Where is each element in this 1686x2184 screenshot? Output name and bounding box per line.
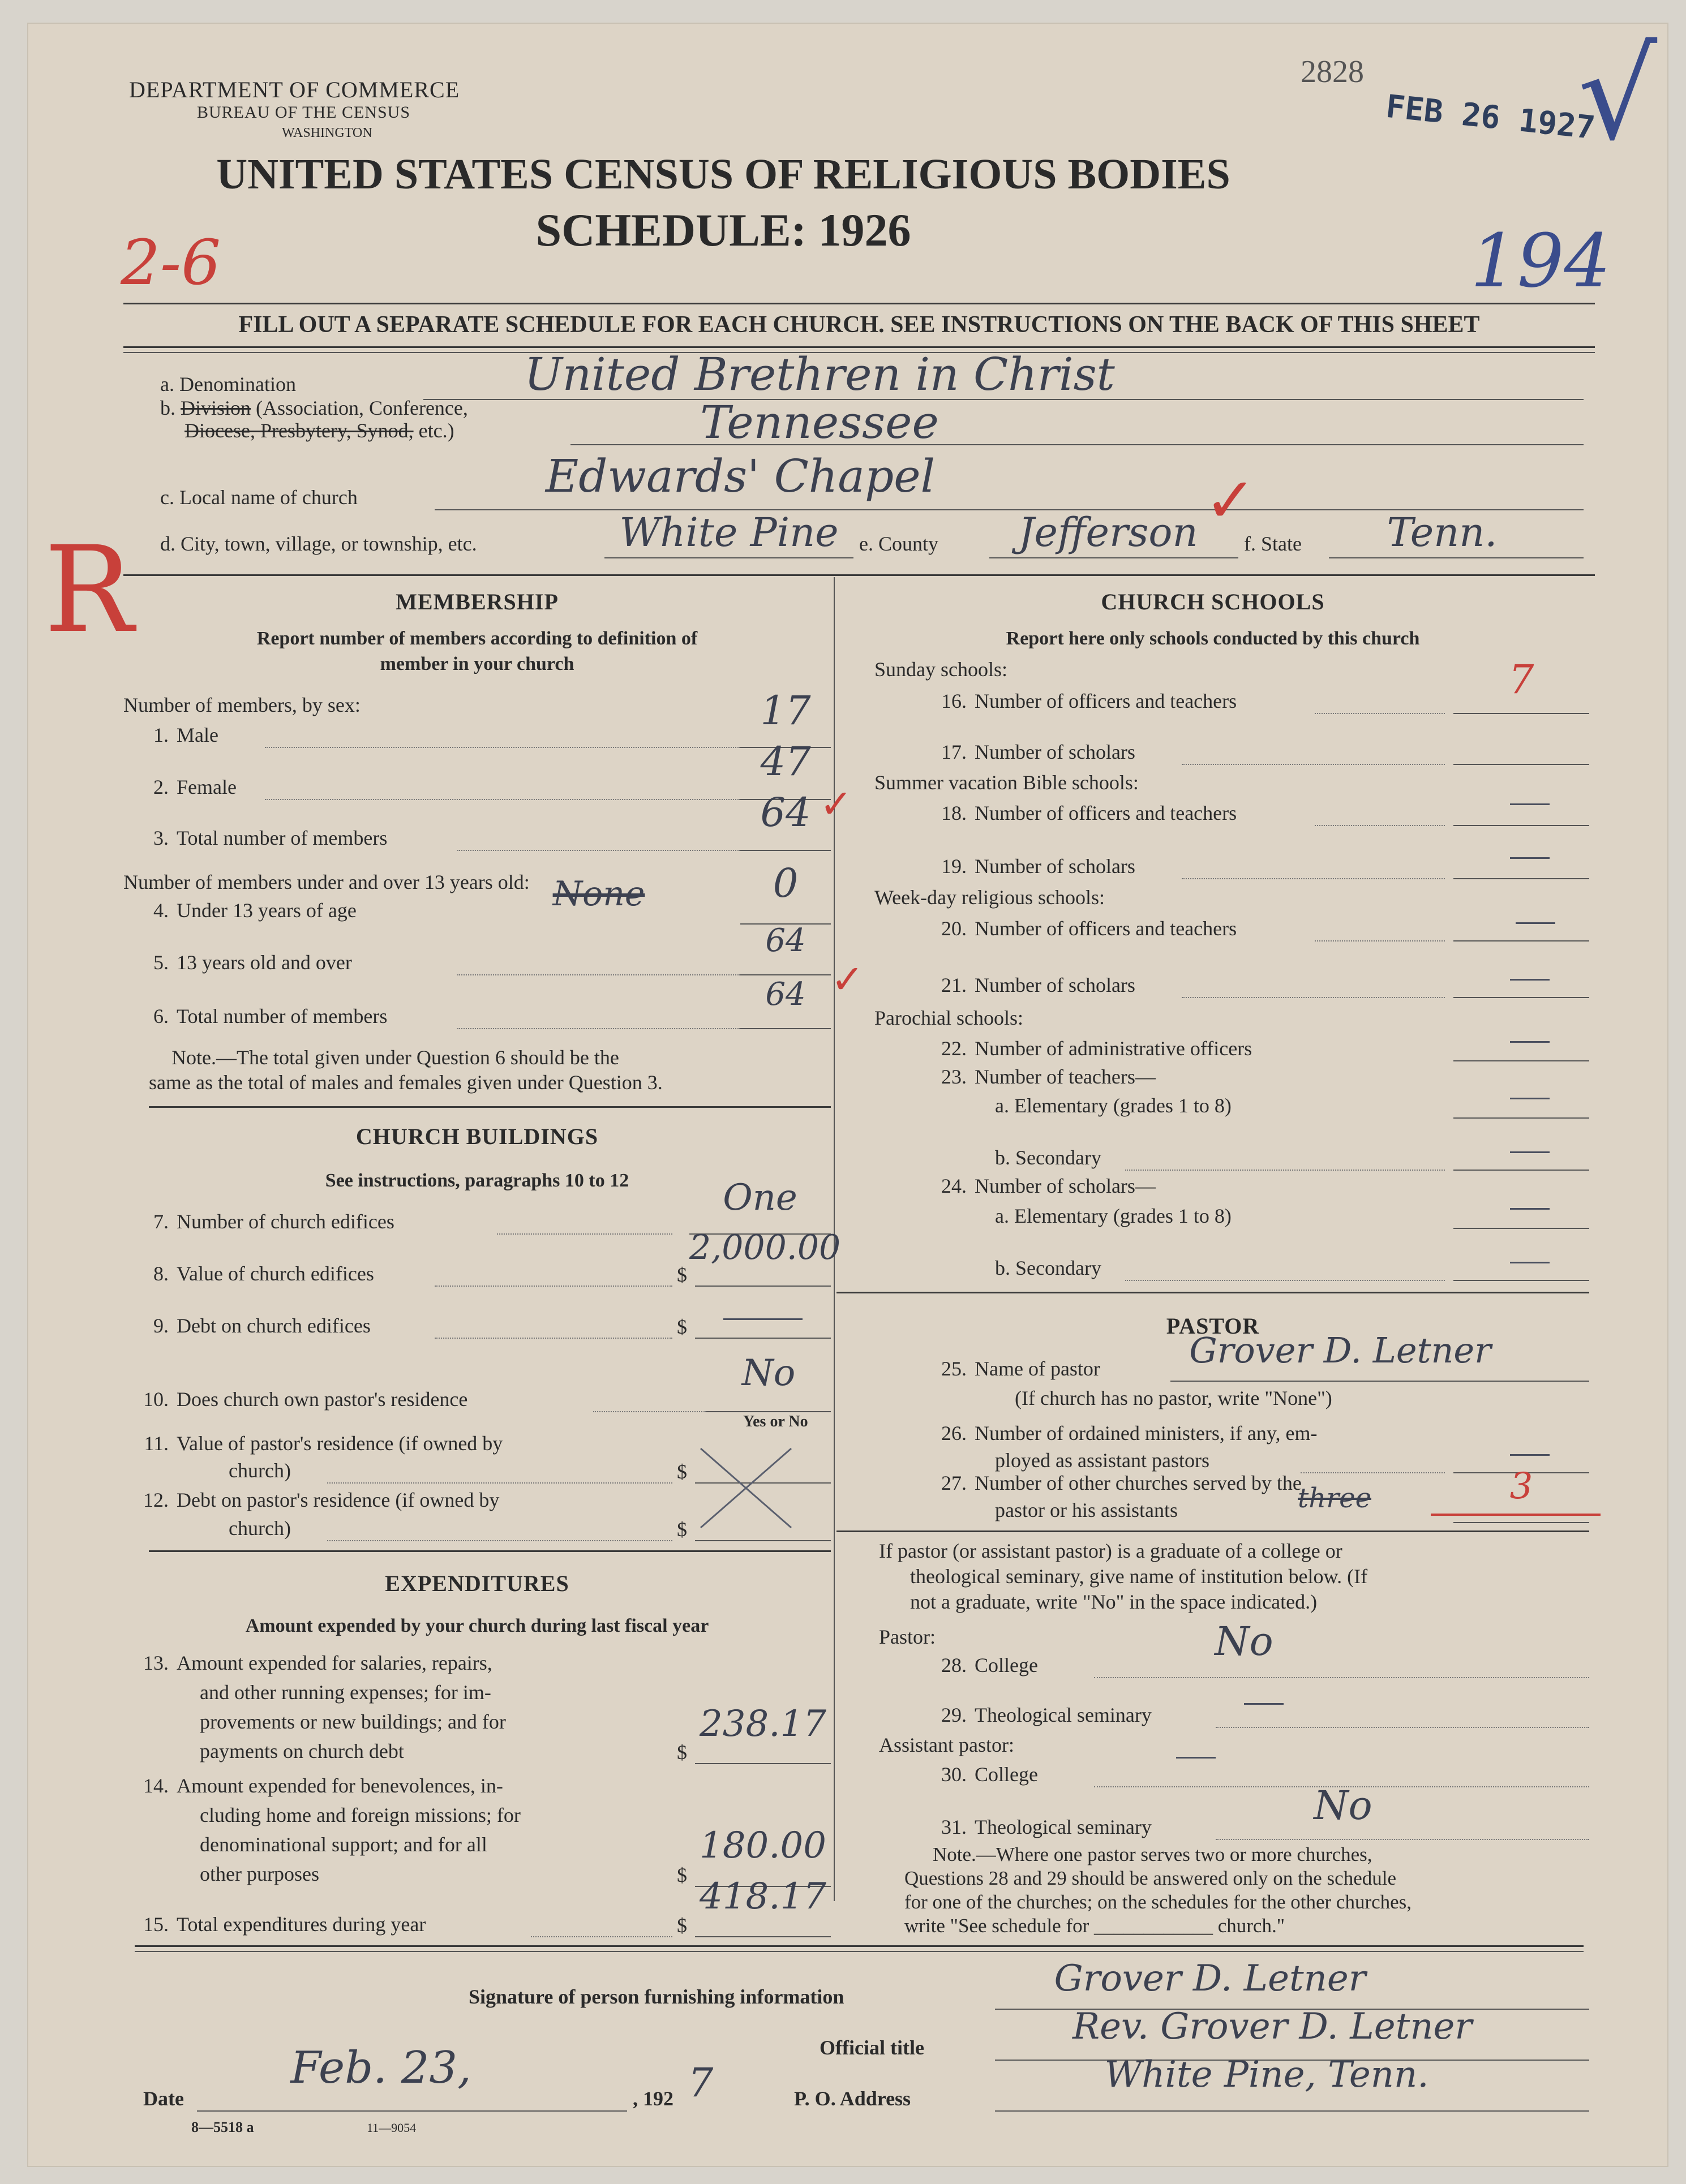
members-by-age-label: Number of members under and over 13 years old: bbox=[123, 871, 530, 893]
city-label: d. City, town, village, or township, etc. bbox=[160, 532, 477, 555]
print-number: 11—9054 bbox=[367, 2121, 417, 2135]
q1-label: 1. Male bbox=[153, 724, 218, 746]
q9-debt-blank[interactable] bbox=[723, 1318, 803, 1320]
bureau-name: BUREAU OF THE CENSUS bbox=[197, 103, 410, 122]
state-field[interactable]: Tenn. bbox=[1387, 509, 1498, 556]
state-label: f. State bbox=[1244, 532, 1302, 555]
date-field[interactable]: Feb. 23, bbox=[290, 2043, 471, 2093]
form-title: UNITED STATES CENSUS OF RELIGIOUS BODIES bbox=[216, 151, 1230, 198]
census-form-sheet: DEPARTMENT OF COMMERCE BUREAU OF THE CENSUS WASHINGTON UNITED STATES CENSUS OF RELIGIOUS BODIES SCHEDULE: 1926 2828 FEB 26 1927 √ 194 2-6 R FILL OUT A SEPARATE SCHEDULE FOR EACH CHURCH. SEE INSTRUCTIONS ON THE BACK OF THIS SHEET a. Denomination United Brethren in Christ b. Division (Association, Conference, Diocese, Presbytery, Synod, etc.) Tennessee c. Local name of church Edwards' Chapel ✓ d. City, town, village, or township, etc. White Pine e. County Jefferson f. State Tenn. MEMBERSHIP Report number of members according to definition of member in your church Number of members, by sex: 1. Male 17 2. Female 47 3. Total number of members 64 ✓ Number of members under and over 13 years old: 4. Under 13 years of age None 0 5. 13 years old and over 64 6. Total number of members 64 ✓ Note.—The total given under Question 6 should be the same as the total of males and females given under Question 3. CHURCH BUILDINGS See instructions, paragraphs 10 to 12 7. Number of church edifices One 8. Value of church edifices $ 2,000.00 9. Debt on church edifices $ 10. Does church own pastor's residence No Yes or No 11. Value of pastor's residence (if owned by church) $ 12. Debt on pastor's residence (if owned by church) $ EXPENDITURES Amount expended by your church during last fiscal year 13. Amount expended for salaries, repairs, and other running expenses; for im- provements or new buildings; and for payments on church debt $ 238.17 14. Amount expended for benevolences, in- cluding home and foreign missions; for denominational support; and for all other purposes $ 180.00 15. Total expenditures during year $ 418.17 CHURCH SCHOOLS Report here only schools conducted by this church Sunday schools: 16. Number of officers and teachers 7 17. Number of scholars Summer vacation Bible schools: 18. Number of officers and teachers 19. Number of scholars Week-day religious schools: 20. Number of officers and teachers 21. Number of scholars Parochial schools: 22. Number of administrative officers 23. Number of teachers— a. Elementary (grades 1 to 8) b. Secondary 24. Number of scholars— a. Elementary (grades 1 to 8) b. Secondary PASTOR 25. Name of pastor Grover D. Letner (If church has no pastor, write "None") 26. Number of ordained ministers, if any, em- ployed as assistant pastors 27. Number of other churches served by the pastor or his assistants three 3 If pastor (or assistant pastor) is a graduate of a college or theological seminary, give name of institution below. (If not a graduate, write "No" in the space indicated.) Pastor: 28. College No 29. Theological seminary Assistant pastor: 30. College 31. Theological seminary No Note.—Where one pastor serves two or more churches, Questions 28 and 29 should be answered only on the schedule for one of the churches; on the schedules for the other churches, write "See schedule for ____________ church." Signature of person furnishing information Grover D. Letner Official title Rev. Grover D. Letner Date Feb. 23, , 192 7 P. O. Address White Pine, Tenn. 8—5518 a 11—9054 bbox=[27, 23, 1668, 2167]
q27-other-churches[interactable]: 3 bbox=[1509, 1465, 1533, 1507]
form-subtitle: SCHEDULE: 1926 bbox=[535, 204, 911, 256]
po-address-field[interactable]: White Pine, Tenn. bbox=[1104, 2054, 1429, 2096]
county-field[interactable]: Jefferson bbox=[1018, 509, 1198, 556]
q29-seminary-blank[interactable] bbox=[1244, 1703, 1284, 1705]
q1-male-value[interactable]: 17 bbox=[760, 687, 811, 734]
residence-cross-out bbox=[695, 1431, 797, 1533]
membership-heading: MEMBERSHIP bbox=[396, 589, 559, 614]
church-schools-heading: CHURCH SCHOOLS bbox=[1101, 589, 1325, 614]
division-label: b. Division (Association, Conference, bbox=[160, 397, 468, 419]
check-mark-large: √ bbox=[1578, 23, 1658, 167]
rule-top bbox=[123, 303, 1595, 304]
department-name: DEPARTMENT OF COMMERCE bbox=[129, 77, 460, 102]
red-r-annotation: R bbox=[44, 521, 134, 659]
county-label: e. County bbox=[859, 532, 938, 555]
graduate-instruction: If pastor (or assistant pastor) is a graduate of a college or bbox=[879, 1540, 1342, 1562]
q4-struck-value: None bbox=[552, 874, 645, 914]
q30-college-blank[interactable] bbox=[1176, 1757, 1216, 1759]
denomination-label: a. Denomination bbox=[160, 373, 296, 395]
file-number-stamp: 2828 bbox=[1301, 54, 1364, 89]
q25-pastor-name[interactable]: Grover D. Letner bbox=[1189, 1330, 1491, 1371]
division-label-line2: Diocese, Presbytery, Synod, etc.) bbox=[185, 419, 454, 442]
form-number: 8—5518 a bbox=[191, 2119, 254, 2135]
q28-college[interactable]: No bbox=[1215, 1618, 1273, 1665]
bureau-city: WASHINGTON bbox=[282, 126, 372, 140]
year-suffix-field[interactable]: 7 bbox=[688, 2060, 714, 2106]
q15-total-expenditures[interactable]: 418.17 bbox=[700, 1876, 826, 1918]
q5-over13-value[interactable]: 64 bbox=[765, 922, 806, 959]
church-buildings-heading: CHURCH BUILDINGS bbox=[355, 1124, 599, 1149]
q16-sunday-officers[interactable]: 7 bbox=[1508, 656, 1534, 703]
city-field[interactable]: White Pine bbox=[619, 509, 839, 556]
pastor-note: Note.—Where one pastor serves two or more churches, bbox=[933, 1843, 1372, 1865]
red-code-annotation: 2-6 bbox=[121, 226, 221, 299]
membership-note: Note.—The total given under Question 6 should be the bbox=[171, 1046, 619, 1069]
official-title-field[interactable]: Rev. Grover D. Letner bbox=[1072, 2006, 1473, 2048]
signature-field[interactable]: Grover D. Letner bbox=[1054, 1958, 1366, 2000]
q10-residence-value[interactable]: No bbox=[741, 1352, 796, 1394]
date-received-stamp: FEB 26 1927 bbox=[1384, 88, 1597, 147]
pastor-heading: PASTOR bbox=[1166, 1313, 1260, 1339]
q7-edifices-value[interactable]: One bbox=[723, 1177, 797, 1219]
q4-under13-value[interactable]: 0 bbox=[773, 860, 799, 906]
handwritten-number: 194 bbox=[1470, 218, 1611, 304]
members-by-sex-label: Number of members, by sex: bbox=[123, 694, 361, 716]
local-name-label: c. Local name of church bbox=[160, 486, 358, 509]
membership-instruction: Report number of members according to definition of bbox=[256, 628, 698, 649]
local-name-field[interactable]: Edwards' Chapel bbox=[545, 450, 936, 502]
q3-total-value[interactable]: 64 bbox=[760, 789, 811, 836]
instructions-banner: FILL OUT A SEPARATE SCHEDULE FOR EACH CHURCH. SEE INSTRUCTIONS ON THE BACK OF THIS SHEET bbox=[238, 312, 1480, 338]
q31-seminary[interactable]: No bbox=[1314, 1782, 1372, 1829]
q8-value-edifices[interactable]: 2,000.00 bbox=[689, 1228, 841, 1267]
expenditures-heading: EXPENDITURES bbox=[385, 1571, 569, 1596]
denomination-field[interactable]: United Brethren in Christ bbox=[524, 348, 1115, 401]
q13-running-expenses[interactable]: 238.17 bbox=[700, 1703, 826, 1745]
q2-female-value[interactable]: 47 bbox=[760, 738, 811, 785]
q6-total-value[interactable]: 64 bbox=[765, 976, 806, 1013]
q14-benevolences[interactable]: 180.00 bbox=[700, 1825, 826, 1867]
division-field[interactable]: Tennessee bbox=[700, 396, 939, 449]
